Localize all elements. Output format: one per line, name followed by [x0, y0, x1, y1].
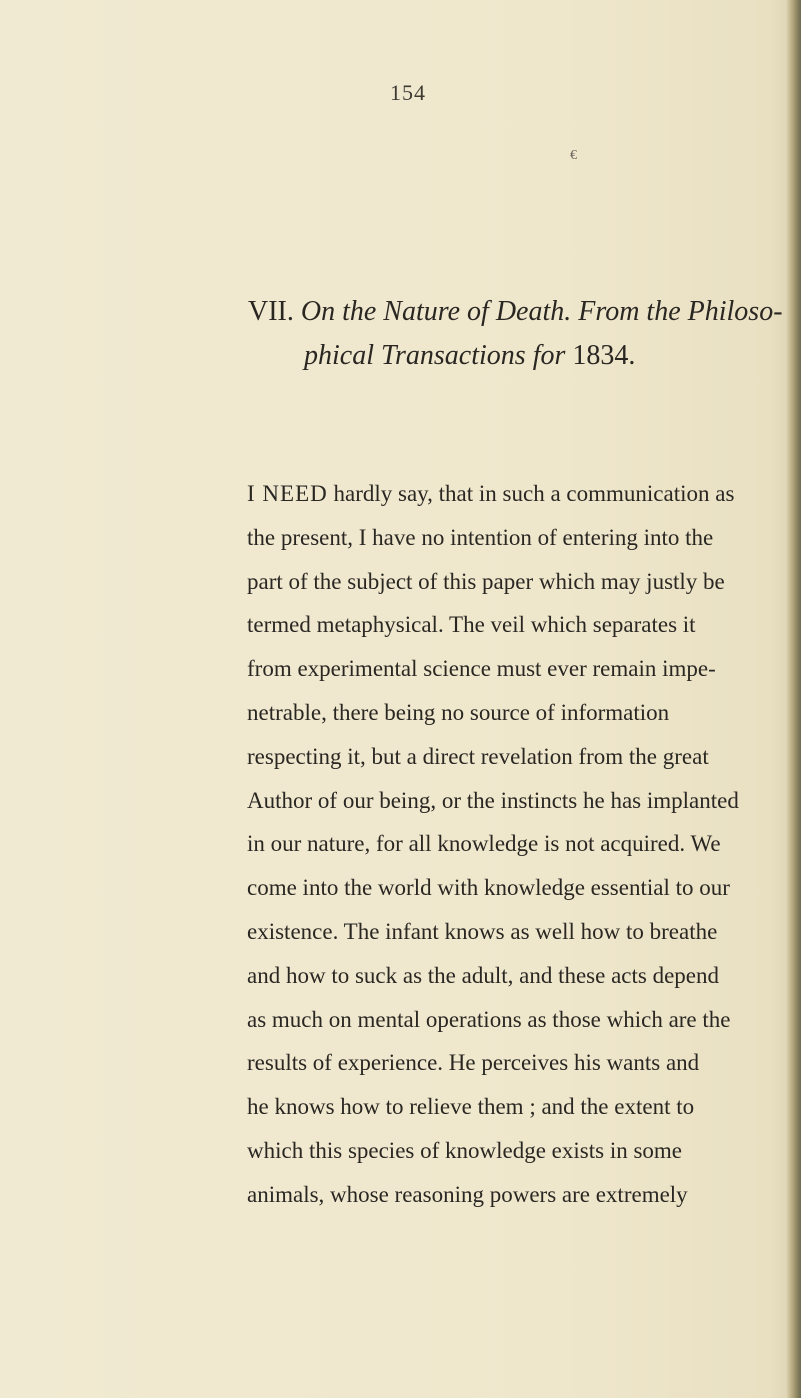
heading-title-part-2: From the Philoso-	[578, 296, 783, 327]
heading-title-part-1: On the Nature of Death.	[300, 296, 572, 327]
body-line: come into the world with knowledge essential to our	[247, 875, 730, 901]
body-line: netrable, there being no source of information	[247, 699, 670, 725]
page-edge	[787, 0, 801, 1398]
body-line-text: hardly say, that in such a communication as	[333, 481, 735, 506]
section-number: VII.	[248, 296, 294, 327]
body-line: results of experience. He perceives his wants and	[247, 1050, 700, 1076]
body-line: the present, I have no intention of entering into the	[247, 524, 714, 550]
body-line: part of the subject of this paper which may justly be	[247, 568, 725, 594]
body-line: and how to suck as the adult, and these acts depend	[247, 962, 720, 988]
body-line	[247, 472, 737, 516]
heading-line-2	[304, 334, 635, 378]
heading-title-part-3: phical Transactions for	[304, 340, 566, 371]
body-paragraph	[247, 472, 737, 1217]
stray-mark: €	[570, 148, 577, 163]
body-line: termed metaphysical. The veil which separates it	[247, 612, 696, 638]
body-line: he knows how to relieve them ; and the extent to	[247, 1094, 695, 1120]
opening-word: I NEED	[247, 481, 328, 506]
body-line: respecting it, but a direct revelation from the great	[247, 743, 709, 769]
heading-year: 1834.	[572, 340, 636, 371]
body-line: in our nature, for all knowledge is not acquired. We	[247, 831, 721, 857]
body-line: from experimental science must ever remain impe-	[247, 656, 716, 682]
page-number: 154	[390, 80, 426, 105]
body-line: as much on mental operations as those which are the	[247, 1006, 731, 1032]
heading-line-1	[248, 290, 783, 334]
body-line: animals, whose reasoning powers are extremely	[247, 1181, 688, 1207]
body-line: existence. The infant knows as well how to breathe	[247, 918, 718, 944]
body-line: Author of our being, or the instincts he has implanted	[247, 787, 739, 813]
body-line: which this species of knowledge exists in some	[247, 1137, 683, 1163]
